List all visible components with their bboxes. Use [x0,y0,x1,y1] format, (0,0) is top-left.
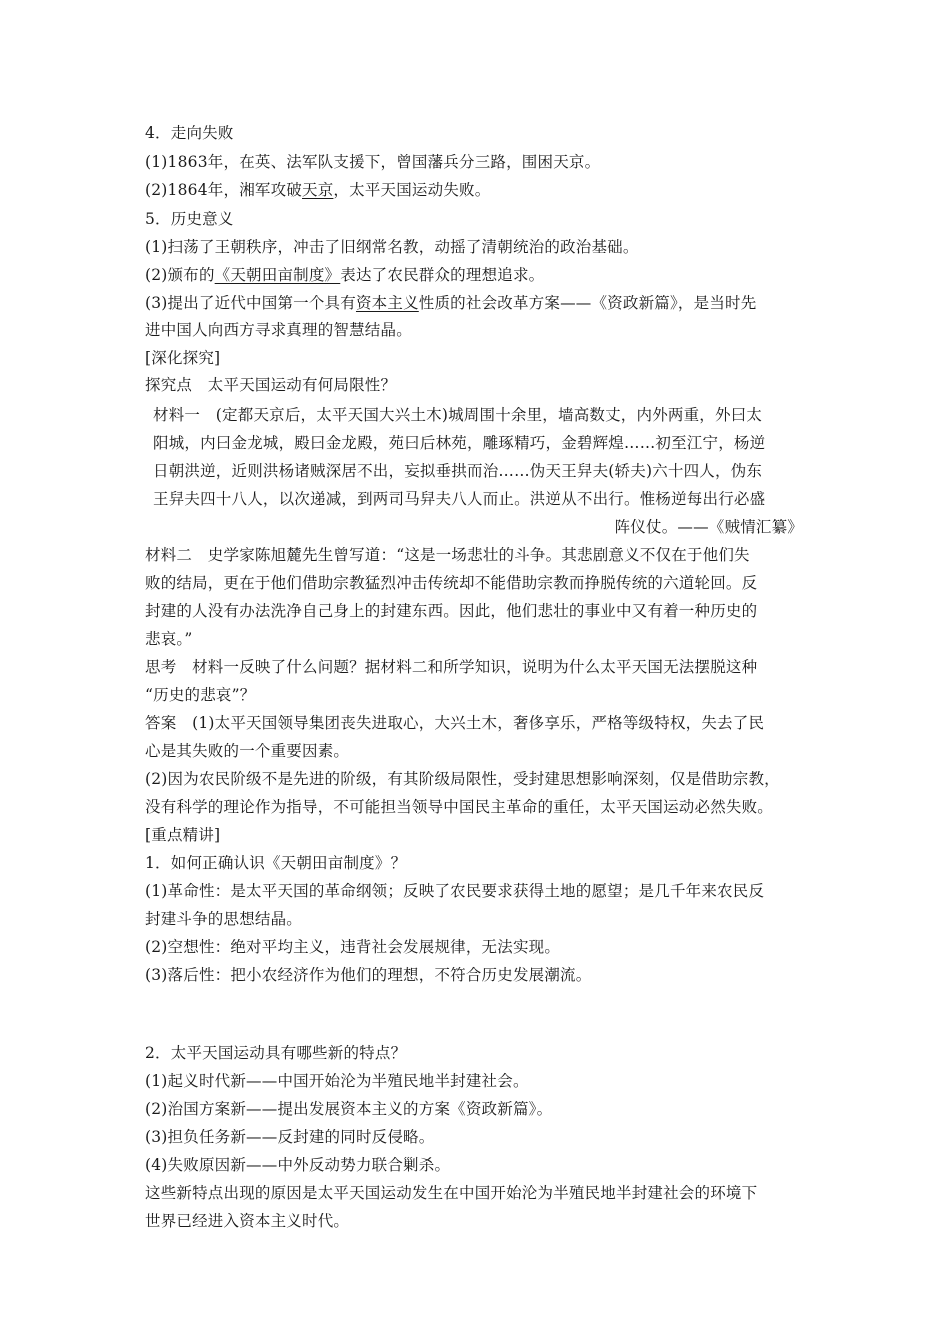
section-heading-significance: 5．历史意义 [145,210,234,228]
answer-line: 没有科学的理论作为指导，不可能担当领导中国民主革命的重任，太平天国运动必然失败。 [145,798,774,816]
text-span: ，太平天国运动失败。 [333,181,491,199]
question-line: “历史的悲哀”？ [145,686,256,704]
text-span: 性质的社会改革方案——《资政新篇》，是当时先 [418,294,757,312]
material-two-line: 败的结局，更在于他们借助宗教猛烈冲击传统却不能借助宗教而挣脱传统的六道轮回。反 [145,574,758,592]
paragraph-continuation: 封建斗争的思想结晶。 [145,910,303,928]
quote-line: 日朝洪逆，近则洪杨诸贼深居不出，妄拟垂拱而治……伪天王舁夫(轿夫)六十四人，伪东 [153,462,763,480]
paragraph-continuation: 世界已经进入资本主义时代。 [145,1212,350,1230]
paragraph: (2)治国方案新——提出发展资本主义的方案《资政新篇》。 [145,1100,553,1118]
paragraph: (1)1863年，在英、法军队支援下，曾国藩兵分三路，围困天京。 [145,153,601,171]
text-span: (3)提出了近代中国第一个具有 [145,294,356,312]
text-span: (2)1864年，湘军攻破 [145,181,303,199]
focus-question-2: 2．太平天国运动具有哪些新的特点？ [145,1044,407,1062]
paragraph [145,265,544,285]
quote-line: 材料一 (定都天京后，太平天国大兴土木)城周围十余里，墙高数丈，内外两重，外曰太 [153,406,763,424]
text-span: (2)颁布的 [145,266,215,284]
explore-point: 探究点 太平天国运动有何局限性？ [145,376,397,394]
paragraph: (1)扫荡了王朝秩序，冲击了旧纲常名教，动摇了清朝统治的政治基础。 [145,238,639,256]
paragraph: (4)失败原因新——中外反动势力联合剿杀。 [145,1156,451,1174]
paragraph [145,180,490,200]
focus-question-1: 1．如何正确认识《天朝田亩制度》？ [145,854,407,872]
quote-source: 阵仪仗。——《贼情汇纂》 [614,518,803,536]
answer-line: 答案 (1)太平天国领导集团丧失进取心，大兴土木，奢侈享乐，严格等级特权，失去了民 [145,714,765,732]
paragraph: (3)落后性：把小农经济作为他们的理想，不符合历史发展潮流。 [145,966,592,984]
quote-line: 王舁夫四十八人，以次递减，到两司马舁夫八人而止。洪逆从不出行。惟杨逆每出行必盛 [153,490,766,508]
paragraph: 这些新特点出现的原因是太平天国运动发生在中国开始沦为半殖民地半封建社会的环境下 [145,1184,758,1202]
section-heading-failure: 4．走向失败 [145,124,234,142]
underlined-term: 《天朝田亩制度》 [214,266,341,284]
paragraph: (1)革命性：是太平天国的革命纲领；反映了农民要求获得土地的愿望；是几千年来农民反 [145,882,765,900]
paragraph: (3)担负任务新——反封建的同时反侵略。 [145,1128,435,1146]
explore-tag: [深化探究] [145,349,221,367]
underlined-term: 天京 [302,181,334,199]
material-two-line: 悲哀。” [145,630,193,648]
paragraph-continuation: 进中国人向西方寻求真理的智慧结晶。 [145,321,412,339]
text-span: 表达了农民群众的理想追求。 [340,266,545,284]
answer-line: 心是其失败的一个重要因素。 [145,742,350,760]
paragraph: (2)空想性：绝对平均主义，违背社会发展规律，无法实现。 [145,938,561,956]
focus-tag: [重点精讲] [145,826,221,844]
answer-line: (2)因为农民阶级不是先进的阶级，有其阶级局限性，受封建思想影响深刻，仅是借助宗教， [145,770,780,788]
paragraph [145,293,756,313]
material-two-line: 材料二 史学家陈旭麓先生曾写道：“这是一场悲壮的斗争。其悲剧意义不仅在于他们失 [145,546,750,564]
paragraph: (1)起义时代新——中国开始沦为半殖民地半封建社会。 [145,1072,529,1090]
material-two-line: 封建的人没有办法洗净自己身上的封建东西。因此，他们悲壮的事业中又有着一种历史的 [145,602,758,620]
question-line: 思考 材料一反映了什么问题？据材料二和所学知识，说明为什么太平天国无法摆脱这种 [145,658,758,676]
underlined-term: 资本主义 [355,294,419,312]
quote-line: 阳城，内曰金龙城，殿曰金龙殿，苑曰后林苑，雕琢精巧，金碧辉煌……初至江宁，杨逆 [153,434,766,452]
